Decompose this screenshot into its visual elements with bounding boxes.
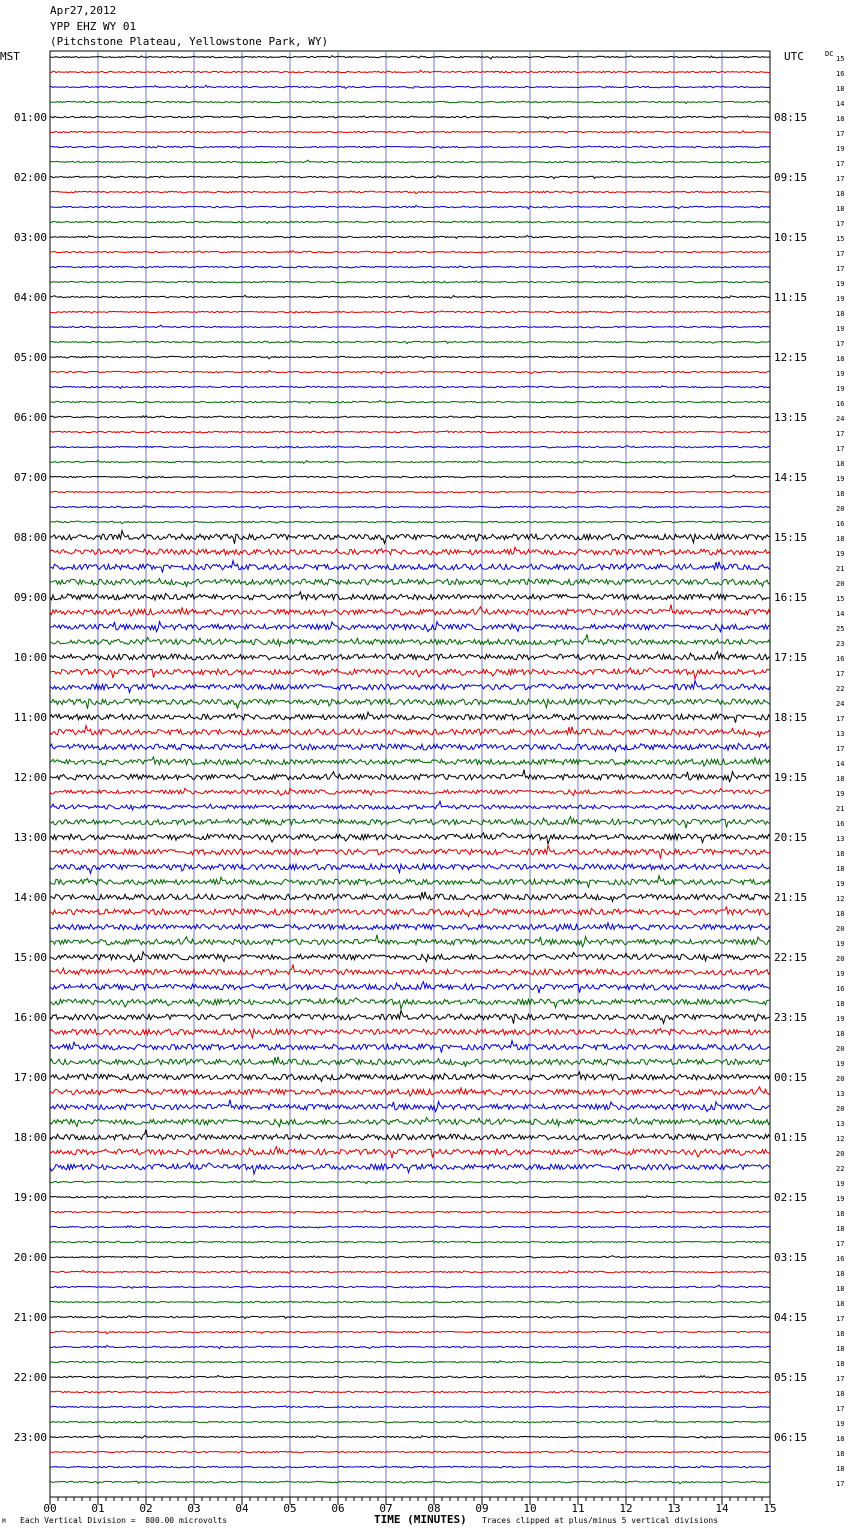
right-hour-label: 19:15	[774, 771, 808, 784]
trace-row	[50, 1450, 770, 1453]
trace-row	[50, 446, 770, 448]
right-hour-label: 18:15	[774, 711, 808, 724]
dc-value: 22	[836, 1165, 845, 1173]
dc-value: 21	[836, 805, 845, 813]
right-hour-label: 08:15	[774, 111, 808, 124]
x-tick-label: 13	[667, 1502, 681, 1515]
right-hour-label: 02:15	[774, 1191, 808, 1204]
right-hour-label: 03:15	[774, 1251, 808, 1264]
trace-row	[50, 634, 770, 646]
left-hour-label: 21:00	[13, 1311, 47, 1324]
left-hour-label: 11:00	[13, 711, 47, 724]
dc-value: 19	[836, 475, 845, 483]
right-hour-label: 11:15	[774, 291, 808, 304]
dc-value: 17	[836, 175, 845, 183]
trace-row	[50, 160, 770, 163]
dc-value: 16	[836, 820, 845, 828]
dc-value: 20	[836, 580, 845, 588]
trace-row	[50, 1270, 770, 1273]
dc-value: 17	[836, 250, 845, 258]
x-tick-label: 03	[187, 1502, 201, 1515]
dc-value: 20	[836, 1075, 845, 1083]
trace-row	[50, 1011, 770, 1024]
trace-row	[50, 146, 770, 149]
right-hour-label: 10:15	[774, 231, 808, 244]
trace-row	[50, 1361, 770, 1363]
dc-value: 17	[836, 430, 845, 438]
trace-row	[50, 964, 770, 974]
trace-row	[50, 1256, 770, 1258]
trace-row	[50, 56, 770, 59]
dc-value: 12	[836, 895, 845, 903]
trace-row	[50, 131, 770, 133]
trace-row	[50, 416, 770, 418]
trace-row	[50, 70, 770, 73]
dc-value: 18	[836, 115, 845, 123]
trace-row	[50, 1345, 770, 1348]
trace-row	[50, 1210, 770, 1213]
right-hour-label: 22:15	[774, 951, 808, 964]
dc-value: 16	[836, 400, 845, 408]
left-hour-label: 18:00	[13, 1131, 47, 1144]
left-hour-label: 01:00	[13, 111, 47, 124]
dc-value: 19	[836, 1195, 845, 1203]
trace-row	[50, 325, 770, 328]
dc-value: 18	[836, 1000, 845, 1008]
dc-value: 18	[836, 1225, 845, 1233]
dc-value: 13	[836, 1120, 845, 1128]
trace-row	[50, 1087, 770, 1096]
dc-value: 20	[836, 1105, 845, 1113]
trace-row	[50, 561, 770, 573]
left-axis-title: MST	[0, 50, 20, 63]
trace-row	[50, 1029, 770, 1038]
left-hour-label: 13:00	[13, 831, 47, 844]
left-hour-label: 10:00	[13, 651, 47, 664]
trace-row	[50, 652, 770, 660]
trace-row	[50, 1241, 770, 1243]
trace-row	[50, 266, 770, 268]
dc-value: 13	[836, 835, 845, 843]
dc-value: 18	[836, 535, 845, 543]
right-hour-label: 23:15	[774, 1011, 808, 1024]
dc-value: 18	[836, 1435, 845, 1443]
trace-row	[50, 1147, 770, 1159]
dc-value: 20	[836, 1150, 845, 1158]
dc-value: 18	[836, 490, 845, 498]
trace-row	[50, 699, 770, 709]
left-hour-label: 19:00	[13, 1191, 47, 1204]
dc-value: 15	[836, 595, 845, 603]
trace-row	[50, 892, 770, 902]
trace-row	[50, 817, 770, 829]
dc-value: 17	[836, 220, 845, 228]
right-axis-title: UTC	[784, 50, 804, 63]
left-hour-label: 12:00	[13, 771, 47, 784]
dc-value: 19	[836, 1060, 845, 1068]
left-hour-label: 22:00	[13, 1371, 47, 1384]
dc-value: 14	[836, 610, 845, 618]
trace-row	[50, 386, 770, 389]
trace-row	[50, 101, 770, 104]
left-hour-label: 20:00	[13, 1251, 47, 1264]
trace-row	[50, 521, 770, 524]
dc-value: 22	[836, 685, 845, 693]
dc-value: 17	[836, 160, 845, 168]
x-tick-label: 10	[523, 1502, 537, 1515]
trace-row	[50, 235, 770, 238]
dc-value: 18	[836, 1465, 845, 1473]
trace-row	[50, 982, 770, 994]
dc-value: 12	[836, 1135, 845, 1143]
trace-row	[50, 605, 770, 616]
right-hour-label: 21:15	[774, 891, 808, 904]
left-hour-label: 23:00	[13, 1431, 47, 1444]
dc-value: 18	[836, 865, 845, 873]
dc-value: 18	[836, 1030, 845, 1038]
dc-value: 19	[836, 1180, 845, 1188]
x-tick-label: 08	[427, 1502, 441, 1515]
axis-labels	[0, 50, 844, 1515]
dc-value: 20	[836, 1045, 845, 1053]
trace-row	[50, 846, 770, 859]
dc-value: 20	[836, 505, 845, 513]
dc-value: 16	[836, 655, 845, 663]
trace-row	[50, 221, 770, 223]
left-hour-label: 16:00	[13, 1011, 47, 1024]
dc-value: 18	[836, 1210, 845, 1218]
trace-row	[50, 864, 770, 873]
dc-value: 14	[836, 760, 845, 768]
trace-row	[50, 295, 770, 298]
x-tick-label: 05	[283, 1502, 297, 1515]
trace-row	[50, 85, 770, 88]
x-tick-label: 11	[571, 1502, 585, 1515]
trace-row	[50, 370, 770, 373]
trace-row	[50, 460, 770, 463]
trace-row	[50, 1163, 770, 1174]
trace-row	[50, 1331, 770, 1334]
x-tick-label: 00	[43, 1502, 57, 1515]
dc-value: 16	[836, 520, 845, 528]
dc-value: 18	[836, 85, 845, 93]
trace-row	[50, 1436, 770, 1439]
x-tick-label: 15	[763, 1502, 777, 1515]
tiny-mark: M	[2, 1518, 6, 1525]
dc-value: 17	[836, 445, 845, 453]
left-hour-label: 17:00	[13, 1071, 47, 1084]
right-hour-label: 13:15	[774, 411, 808, 424]
plot-date: Apr27,2012	[50, 4, 117, 17]
trace-row	[50, 757, 770, 766]
left-hour-label: 08:00	[13, 531, 47, 544]
left-hour-label: 15:00	[13, 951, 47, 964]
right-hour-label: 14:15	[774, 471, 808, 484]
dc-value: 19	[836, 880, 845, 888]
trace-row	[50, 475, 770, 478]
x-tick-label: 06	[331, 1502, 345, 1515]
trace-row	[50, 770, 770, 782]
trace-row	[50, 1301, 770, 1302]
dc-value: 18	[836, 1330, 845, 1338]
trace-row	[50, 547, 770, 555]
dc-value: 18	[836, 460, 845, 468]
x-tick-label: 04	[235, 1502, 249, 1515]
location-label: (Pitchstone Plateau, Yellowstone Park, WY)	[50, 35, 329, 48]
clip-note: Traces clipped at plus/minus 5 vertical divisions	[482, 1516, 719, 1525]
x-axis-title: TIME (MINUTES)	[374, 1513, 467, 1526]
dc-value: 18	[836, 1345, 845, 1353]
trace-row	[50, 341, 770, 344]
dc-value: 17	[836, 1375, 845, 1383]
trace-row	[50, 1180, 770, 1183]
dc-value: 16	[836, 1255, 845, 1263]
trace-row	[50, 1129, 770, 1139]
dc-value: 13	[836, 730, 845, 738]
trace-row	[50, 205, 770, 208]
dc-value: 19	[836, 280, 845, 288]
left-hour-label: 03:00	[13, 231, 47, 244]
dc-value: 17	[836, 265, 845, 273]
dc-value: 18	[836, 1390, 845, 1398]
trace-row	[50, 1041, 770, 1053]
dc-value: 18	[836, 310, 845, 318]
dc-value: 18	[836, 910, 845, 918]
trace-row	[50, 1481, 770, 1484]
trace-row	[50, 311, 770, 313]
dc-value: 13	[836, 1090, 845, 1098]
dc-value: 18	[836, 1360, 845, 1368]
scale-note: Each Vertical Division = 800.00 microvolts	[20, 1516, 228, 1525]
dc-value: 17	[836, 340, 845, 348]
trace-row	[50, 506, 770, 509]
right-hour-label: 12:15	[774, 351, 808, 364]
trace-row	[50, 1072, 770, 1081]
x-tick-label: 02	[139, 1502, 153, 1515]
dc-value: 19	[836, 940, 845, 948]
dc-value: 19	[836, 790, 845, 798]
dc-value: 16	[836, 985, 845, 993]
dc-value: 17	[836, 1315, 845, 1323]
trace-rows	[50, 56, 770, 1484]
trace-row	[50, 1285, 770, 1288]
dc-value: 19	[836, 385, 845, 393]
trace-row	[50, 1406, 770, 1408]
right-hour-label: 01:15	[774, 1131, 808, 1144]
dc-value: 18	[836, 1450, 845, 1458]
trace-row	[50, 1196, 770, 1199]
dc-value: 19	[836, 1420, 845, 1428]
trace-row	[50, 579, 770, 587]
trace-row	[50, 876, 770, 888]
trace-row	[50, 491, 770, 492]
trace-row	[50, 592, 770, 600]
dc-value: 15	[836, 235, 845, 243]
dc-value: 19	[836, 325, 845, 333]
left-hour-label: 09:00	[13, 591, 47, 604]
dc-value: 18	[836, 205, 845, 213]
trace-row	[50, 1316, 770, 1319]
right-hour-label: 16:15	[774, 591, 808, 604]
dc-value: 19	[836, 370, 845, 378]
trace-row	[50, 788, 770, 795]
trace-row	[50, 431, 770, 433]
trace-row	[50, 907, 770, 916]
dc-value: 17	[836, 715, 845, 723]
trace-row	[50, 1420, 770, 1423]
station-label: YPP EHZ WY 01	[50, 20, 137, 33]
dc-value: 17	[836, 745, 845, 753]
dc-value: 18	[836, 775, 845, 783]
right-hour-label: 15:15	[774, 531, 808, 544]
trace-row	[50, 356, 770, 359]
left-hour-label: 06:00	[13, 411, 47, 424]
trace-row	[50, 726, 770, 737]
trace-row	[50, 116, 770, 119]
right-hour-label: 00:15	[774, 1071, 808, 1084]
trace-row	[50, 712, 770, 722]
trace-row	[50, 743, 770, 751]
left-hour-label: 14:00	[13, 891, 47, 904]
dc-value: 14	[836, 100, 845, 108]
x-tick-label: 12	[619, 1502, 633, 1515]
trace-row	[50, 191, 770, 194]
dc-value: 17	[836, 670, 845, 678]
dc-value: 19	[836, 970, 845, 978]
dc-value: 15	[836, 55, 845, 63]
trace-row	[50, 176, 770, 179]
left-hour-label: 07:00	[13, 471, 47, 484]
left-hour-label: 04:00	[13, 291, 47, 304]
right-hour-label: 04:15	[774, 1311, 808, 1324]
dc-value: 18	[836, 355, 845, 363]
trace-row	[50, 952, 770, 962]
trace-row	[50, 622, 770, 632]
trace-row	[50, 1391, 770, 1393]
dc-value: 18	[836, 1270, 845, 1278]
dc-value: 18	[836, 850, 845, 858]
right-hour-label: 20:15	[774, 831, 808, 844]
trace-row	[50, 1226, 770, 1228]
trace-row	[50, 1100, 770, 1112]
right-hour-label: 17:15	[774, 651, 808, 664]
dc-value: 18	[836, 1285, 845, 1293]
trace-row	[50, 668, 770, 679]
dc-value: 24	[836, 415, 845, 423]
dc-label: DC	[825, 50, 834, 58]
dc-value: 19	[836, 1015, 845, 1023]
dc-value: 23	[836, 640, 845, 648]
trace-row	[50, 801, 770, 810]
right-hour-label: 06:15	[774, 1431, 808, 1444]
dc-value: 21	[836, 565, 845, 573]
dc-value: 20	[836, 925, 845, 933]
dc-value: 19	[836, 550, 845, 558]
dc-value: 17	[836, 130, 845, 138]
trace-row	[50, 923, 770, 931]
dc-value: 20	[836, 955, 845, 963]
left-hour-label: 05:00	[13, 351, 47, 364]
dc-value: 17	[836, 1480, 845, 1488]
trace-row	[50, 251, 770, 253]
dc-value: 25	[836, 625, 845, 633]
trace-row	[50, 1375, 770, 1378]
trace-row	[50, 531, 770, 544]
trace-row	[50, 1466, 770, 1468]
dc-value: 19	[836, 145, 845, 153]
trace-row	[50, 1057, 770, 1067]
left-hour-label: 02:00	[13, 171, 47, 184]
x-tick-label: 07	[379, 1502, 393, 1515]
dc-value: 17	[836, 1405, 845, 1413]
trace-row	[50, 281, 770, 283]
dc-value: 24	[836, 700, 845, 708]
trace-row	[50, 833, 770, 844]
right-hour-label: 05:15	[774, 1371, 808, 1384]
dc-value: 18	[836, 1300, 845, 1308]
right-hour-label: 09:15	[774, 171, 808, 184]
x-tick-label: 09	[475, 1502, 489, 1515]
dc-value: 18	[836, 190, 845, 198]
trace-row	[50, 935, 770, 947]
dc-value: 16	[836, 70, 845, 78]
trace-row	[50, 998, 770, 1009]
x-tick-label: 01	[91, 1502, 105, 1515]
trace-row	[50, 681, 770, 693]
dc-value: 19	[836, 295, 845, 303]
trace-row	[50, 400, 770, 403]
trace-row	[50, 1118, 770, 1127]
dc-value: 17	[836, 1240, 845, 1248]
x-tick-label: 14	[715, 1502, 729, 1515]
